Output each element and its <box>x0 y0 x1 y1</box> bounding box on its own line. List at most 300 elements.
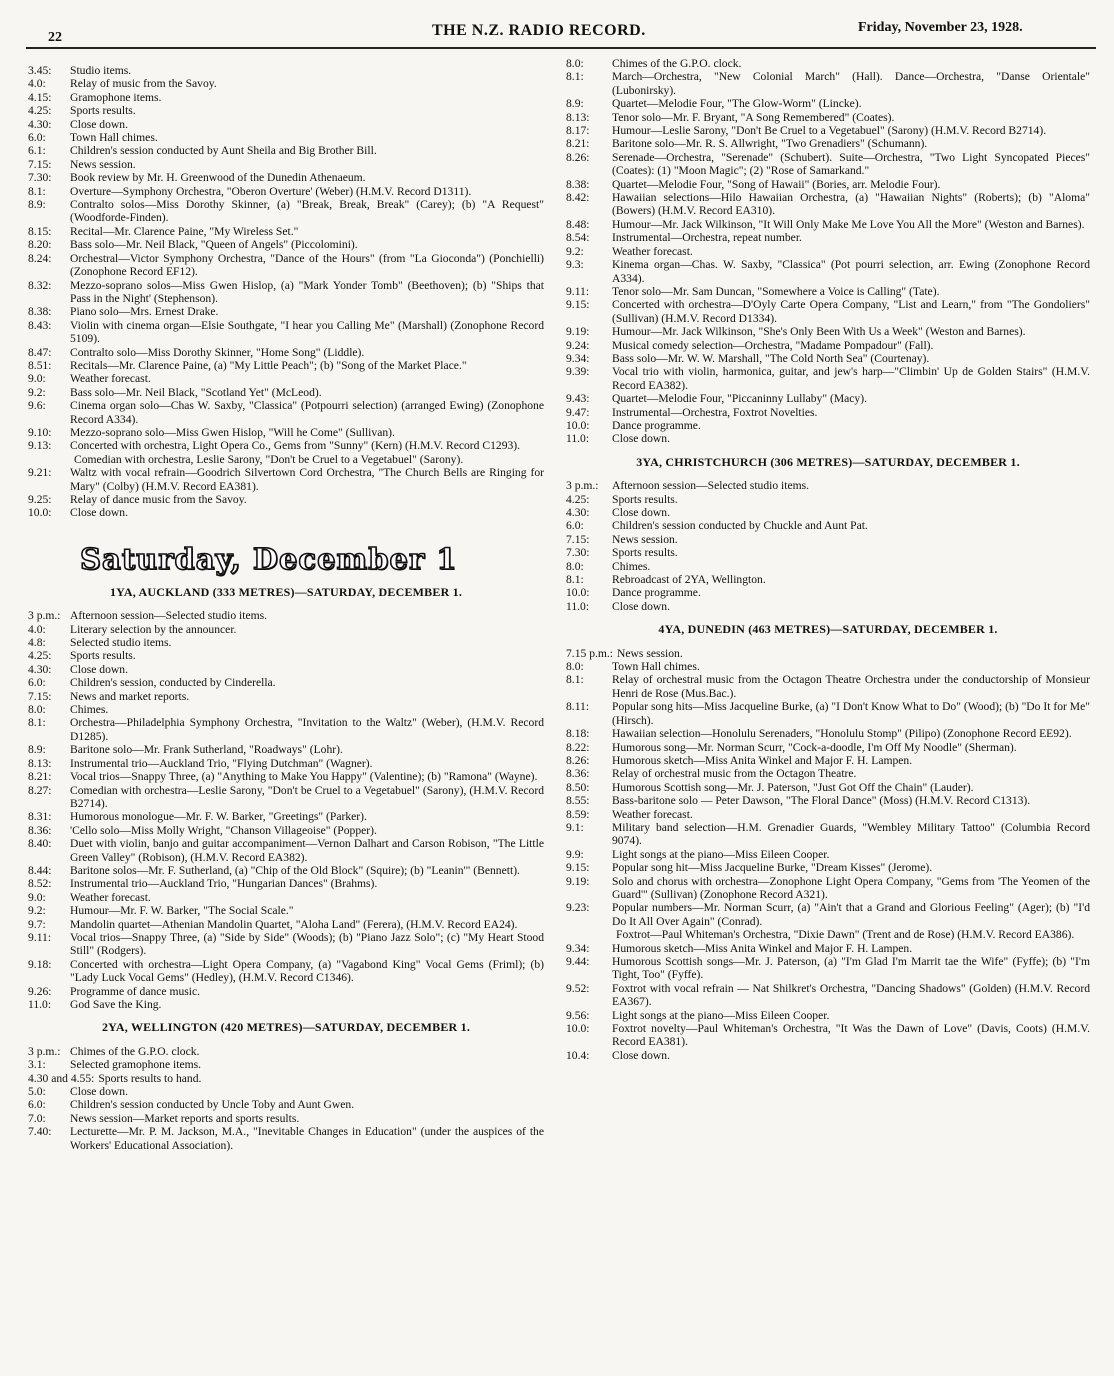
programme-time: 9.18: <box>28 957 52 971</box>
programme-item <box>566 928 1090 941</box>
programme-item <box>566 875 1090 902</box>
programme-text: Popular song hits—Miss Jacqueline Burke, (a) "I Don't Know What to Do" (Wood); (b) "Do It for Me" (Hirsch). <box>612 700 1090 727</box>
programme-time: 6.1: <box>28 144 46 158</box>
programme-time: 4.25: <box>28 649 52 663</box>
programme-item <box>28 998 544 1011</box>
programme-time: 8.0: <box>28 703 46 717</box>
programme-item <box>566 741 1090 754</box>
programme-item <box>566 794 1090 807</box>
programme-time: 3 p.m.: <box>28 609 61 623</box>
programme-item <box>566 600 1090 613</box>
programme-item <box>28 466 544 493</box>
programme-item <box>28 171 544 184</box>
programme-text: Overture—Symphony Orchestra, "Oberon Overture' (Weber) (H.M.V. Record D1311). <box>70 184 472 198</box>
programme-item <box>566 218 1090 231</box>
programme-time: 9.52: <box>566 981 590 995</box>
programme-time: 8.9: <box>566 97 584 111</box>
programme-time: 4.30: <box>28 117 52 131</box>
programme-time: 9.23: <box>566 901 590 915</box>
programme-time: 7.40: <box>28 1125 52 1139</box>
programme-text: Close down. <box>70 662 128 676</box>
programme-time: 8.0: <box>566 57 584 70</box>
programme-text: Contralto solos—Miss Dorothy Skinner, (a) "Break, Break, Break" (Carey); (b) "A Request" (Woodforde-Finden). <box>70 198 544 225</box>
programme-time: 8.36: <box>566 767 590 781</box>
programme-item <box>28 676 544 689</box>
programme-text: Foxtrot with vocal refrain — Nat Shilkret's Orchestra, "Dancing Shadows" (Golden) (H.M.V. Record EA367). <box>612 981 1090 1009</box>
programme-text: Duet with violin, banjo and guitar accompaniment—Vernon Dalhart and Carson Robison, "The Little Green Valley" (Robison), (H.M.V. Record EA382). <box>70 837 544 864</box>
programme-time: 8.43: <box>28 318 52 332</box>
programme-time: 8.40: <box>28 837 52 851</box>
programme-item <box>566 419 1090 432</box>
programme-item <box>566 560 1090 573</box>
programme-item <box>566 151 1090 178</box>
programme-item <box>566 245 1090 258</box>
programme-item <box>566 982 1090 1009</box>
programme-item <box>566 432 1090 445</box>
programme-item <box>28 426 544 439</box>
programme-time: 11.0: <box>28 998 52 1011</box>
programme-time: 3.1: <box>28 1058 46 1072</box>
programme-text: Close down. <box>70 506 128 520</box>
programme-text: Humorous sketch—Miss Anita Winkel and Major F. H. Lampen. <box>612 753 913 767</box>
programme-text: Kinema organ—Chas. W. Saxby, "Classica" (Pot pourri selection, arr. Ewing (Zonophone Record A334). <box>612 258 1090 285</box>
programme-time: 9.19: <box>566 325 590 339</box>
programme-text: Baritone solo—Mr. R. S. Allwright, "Two Grenadiers" (Schumann). <box>612 137 928 151</box>
programme-item <box>28 1085 544 1098</box>
programme-text: Piano solo—Mrs. Ernest Drake. <box>70 305 219 319</box>
programme-item <box>566 673 1090 700</box>
programme-item <box>28 958 544 985</box>
programme-text: Chimes. <box>70 703 109 717</box>
programme-text: Military band selection—H.M. Grenadier Guards, "Wembley Military Tattoo" (Columbia Record 9074). <box>612 820 1090 848</box>
programme-item <box>28 238 544 251</box>
programme-item <box>566 111 1090 124</box>
programme-time: 8.20: <box>28 238 52 252</box>
programme-text: Vocal trios—Snappy Three, (a) "Side by Side" (Woods); (b) "Piano Jazz Solo"; (c) "My Heart Stood Still" (Rodgers). <box>70 930 544 958</box>
programme-text: Concerted with orchestra—D'Oyly Carte Opera Company, "List and Learn," from "The Gondoliers" (Sullivan) (H.M.V. Record D1334). <box>612 298 1090 325</box>
programme-item <box>28 372 544 385</box>
programme-item <box>28 837 544 864</box>
programme-item <box>566 57 1090 70</box>
programme-item <box>28 1098 544 1111</box>
programme-text: Recital—Mr. Clarence Paine, "My Wireless Set." <box>70 224 299 238</box>
programme-text: Sports results. <box>612 546 678 560</box>
programme-time: 8.55: <box>566 794 590 808</box>
programme-item <box>28 716 544 743</box>
programme-time: 9.11: <box>566 284 590 298</box>
programme-text: Orchestra—Philadelphia Symphony Orchestra, "Invitation to the Waltz" (Weber), (H.M.V. Record D1285). <box>70 716 544 743</box>
programme-text: Dance programme. <box>612 586 701 600</box>
programme-text: Selected gramophone items. <box>70 1058 202 1072</box>
programme-item <box>28 506 544 519</box>
programme-time: 8.38: <box>566 177 590 191</box>
programme-item <box>28 185 544 198</box>
programme-time: 8.32: <box>28 278 52 292</box>
programme-time: 4.30: <box>566 506 590 519</box>
programme-time: 8.1: <box>28 716 46 730</box>
page-header <box>0 0 1114 48</box>
programme-text: Close down. <box>612 1048 670 1062</box>
programme-item <box>28 1045 544 1058</box>
programme-text: Instrumental—Orchestra, Foxtrot Novelties. <box>612 405 818 419</box>
programme-time: 6.0: <box>28 1098 46 1112</box>
programme-item <box>566 861 1090 874</box>
programme-text: Concerted with orchestra—Light Opera Company, (a) "Vagabond King" Vocal Gems (Friml); (b) "Lady Luck Vocal Gems" (Hedley), (H.M.V. Record C1346). <box>70 957 544 985</box>
programme-text: March—Orchestra, "New Colonial March" (Hall). Dance—Orchestra, "Danse Orientale" (Lubonirsky). <box>612 70 1090 97</box>
programme-text: Sports results. <box>612 492 678 506</box>
programme-time: 8.17: <box>566 124 590 138</box>
programme-text: Humorous song—Mr. Norman Scurr, "Cock-a-doodle, I'm Off My Noodle" (Sherman). <box>612 740 1017 754</box>
programme-time: 8.22: <box>566 740 590 754</box>
programme-text: News session—Market reports and sports results. <box>70 1111 300 1125</box>
programme-item <box>28 636 544 649</box>
programme-text: Afternoon session—Selected studio items. <box>70 609 268 623</box>
programme-text: Light songs at the piano—Miss Eileen Cooper. <box>612 1008 830 1022</box>
programme-item <box>28 703 544 716</box>
programme-text: Tenor solo—Mr. F. Bryant, "A Song Remembered" (Coates). <box>612 110 895 124</box>
programme-time: 8.42: <box>566 191 590 205</box>
programme-time: 10.0: <box>566 1022 590 1036</box>
programme-text: Afternoon session—Selected studio items. <box>612 479 810 493</box>
programme-item <box>566 365 1090 392</box>
programme-text: God Save the King. <box>70 998 162 1011</box>
programme-time: 8.13: <box>28 756 52 770</box>
programme-time: 9.21: <box>28 466 52 480</box>
dunedin-heading: 4YA, DUNEDIN (463 METRES)—SATURDAY, DECEMBER 1. <box>658 622 998 637</box>
programme-item <box>566 178 1090 191</box>
programme-item <box>566 325 1090 338</box>
programme-item <box>566 70 1090 97</box>
programme-item <box>28 770 544 783</box>
programme-item <box>28 359 544 372</box>
programme-time: 8.36: <box>28 823 52 837</box>
programme-item <box>566 519 1090 532</box>
programme-text: Comedian with orchestra, Leslie Sarony, "Don't be Cruel to a Vegetabuel" (Sarony). <box>74 452 464 466</box>
programme-item <box>28 891 544 904</box>
programme-text: Vocal trio with violin, harmonica, guitar, and jew's harp—"Climbin' Up de Golden Stairs" (H.M.V. Record EA382). <box>612 365 1090 392</box>
programme-item <box>28 77 544 90</box>
programme-time: 5.0: <box>28 1085 46 1099</box>
programme-text: Recitals—Mr. Clarence Paine, (a) "My Little Peach"; (b) "Song of the Market Place." <box>70 358 467 372</box>
programme-text: Hawaiian selections—Hilo Hawaiian Orchestra, (a) "Hawaiian Nights" (Roberts); (b) "Aloma" (Bowers) (H.M.V. Record EA310). <box>612 191 1090 218</box>
programme-text: Quartet—Melodie Four, "Piccaninny Lullaby" (Macy). <box>612 392 867 406</box>
programme-item <box>566 573 1090 586</box>
programme-text: Close down. <box>612 432 670 446</box>
programme-item <box>566 1022 1090 1049</box>
programme-time: 4.0: <box>28 77 46 91</box>
previous-programme-list <box>28 64 544 520</box>
programme-text: Dance programme. <box>612 418 701 432</box>
programme-time: 9.2: <box>28 385 46 399</box>
programme-time: 9.56: <box>566 1008 590 1022</box>
programme-time: 10.0: <box>566 586 590 600</box>
programme-time: 9.39: <box>566 365 590 379</box>
programme-item <box>566 298 1090 325</box>
programme-time: 8.24: <box>28 251 52 265</box>
programme-item <box>28 104 544 117</box>
programme-item <box>566 137 1090 150</box>
programme-item <box>28 904 544 917</box>
programme-item <box>28 279 544 306</box>
programme-time: 3 p.m.: <box>566 479 599 493</box>
programme-text: Studio items. <box>70 64 132 77</box>
programme-text: Humour—Mr. F. W. Barker, "The Social Scale." <box>70 904 294 918</box>
programme-item <box>28 1072 544 1085</box>
programme-item <box>28 386 544 399</box>
programme-text: Contralto solo—Miss Dorothy Skinner, "Home Song" (Liddle). <box>70 345 365 359</box>
programme-time: 10.0: <box>566 418 590 432</box>
programme-item <box>28 931 544 958</box>
programme-item <box>28 757 544 770</box>
programme-time: 9.0: <box>28 372 46 386</box>
programme-text: Mandolin quartet—Athenian Mandolin Quartet, "Aloha Land" (Ferera), (H.M.V. Record EA24). <box>70 917 518 931</box>
wellington-evening-programme <box>566 57 1090 446</box>
programme-item <box>28 91 544 104</box>
programme-item <box>566 1009 1090 1022</box>
programme-time: 8.51: <box>28 358 52 372</box>
programme-text: Baritone solos—Mr. F. Sutherland, (a) "Chip of the Old Block" (Squire); (b) "Leanin'" (Bennett). <box>70 863 520 877</box>
issue-date: Friday, November 23, 1928. <box>858 20 1023 35</box>
programme-item <box>566 533 1090 546</box>
programme-item <box>566 479 1090 492</box>
programme-time: 8.1: <box>28 184 46 198</box>
programme-item <box>28 623 544 636</box>
programme-text: Chimes. <box>612 559 651 573</box>
programme-item <box>566 821 1090 848</box>
programme-item <box>28 609 544 622</box>
programme-time: 8.47: <box>28 345 52 359</box>
programme-text: Humorous monologue—Mr. F. W. Barker, "Greetings" (Parker). <box>70 810 367 824</box>
programme-item <box>28 864 544 877</box>
programme-time: 9.47: <box>566 405 590 419</box>
programme-time: 9.25: <box>28 493 52 506</box>
programme-text: Baritone solo—Mr. Frank Sutherland, "Roadways" (Lohr). <box>70 743 343 757</box>
programme-text: Instrumental trio—Auckland Trio, "Flying Dutchman" (Wagner). <box>70 756 373 770</box>
programme-text: Vocal trios—Snappy Three, (a) "Anything to Make You Happy" (Valentine); (b) "Ramona" (Wayne). <box>70 770 538 784</box>
programme-text: Violin with cinema organ—Elsie Southgate, "I hear you Calling Me" (Marshall) (Zonophone Record 5109). <box>70 318 544 346</box>
wellington-programme <box>28 1045 544 1152</box>
programme-item <box>28 1058 544 1071</box>
programme-item <box>28 346 544 359</box>
programme-time: 11.0: <box>566 599 590 613</box>
left-column <box>28 64 544 1152</box>
programme-time: 10.4: <box>566 1048 590 1062</box>
programme-time: 8.11: <box>566 700 590 714</box>
programme-text: Cinema organ solo—Chas W. Saxby, "Classica" (Potpourri selection) (arranged Ewing) (Zonophone Record A334). <box>70 399 544 426</box>
programme-time: 8.50: <box>566 780 590 794</box>
programme-time: 7.15 p.m.: <box>566 646 614 660</box>
programme-time: 8.1: <box>566 70 584 84</box>
programme-item <box>566 493 1090 506</box>
programme-time: 4.15: <box>28 90 52 104</box>
programme-text: Children's session, conducted by Cinderella. <box>70 676 276 690</box>
programme-text: Close down. <box>612 506 670 519</box>
programme-text: Children's session conducted by Uncle Toby and Aunt Gwen. <box>70 1098 355 1112</box>
programme-text: Orchestral—Victor Symphony Orchestra, "Dance of the Hours" (from "La Gioconda") (Ponchielli) (Zonophone Record EF12). <box>70 251 544 279</box>
programme-text: Instrumental trio—Auckland Trio, "Hungarian Dances" (Brahms). <box>70 877 378 891</box>
programme-time: 9.7: <box>28 917 46 931</box>
programme-text: Humorous Scottish song—Mr. J. Paterson, "Just Got Off the Chain" (Lauder). <box>612 780 974 794</box>
programme-text: Waltz with vocal refrain—Goodrich Silvertown Cord Orchestra, "The Church Bells are Ringing for Mary" (Colby) (H.M.V. Record EA381). <box>70 466 544 493</box>
programme-text: Foxtrot—Paul Whiteman's Orchestra, "Dixie Dawn" (Trent and de Rose) (H.M.V. Record EA386). <box>616 928 1075 942</box>
programme-item <box>28 399 544 426</box>
programme-time: 8.9: <box>28 743 46 757</box>
programme-time: 4.25: <box>28 104 52 118</box>
programme-text: Programme of dance music. <box>70 984 201 998</box>
programme-text: Weather forecast. <box>70 890 151 904</box>
programme-time: 7.30: <box>28 171 52 185</box>
christchurch-heading: 3YA, CHRISTCHURCH (306 METRES)—SATURDAY, DECEMBER 1. <box>636 454 1020 469</box>
programme-text: Children's session conducted by Aunt Sheila and Big Brother Bill. <box>70 144 377 158</box>
programme-item <box>28 810 544 823</box>
programme-text: Close down. <box>70 1085 128 1099</box>
programme-item <box>28 252 544 279</box>
programme-time: 8.31: <box>28 810 52 824</box>
christchurch-programme <box>566 479 1090 613</box>
programme-time: 11.0: <box>566 432 590 446</box>
programme-item <box>28 743 544 756</box>
programme-time: 8.26: <box>566 753 590 767</box>
programme-item <box>566 1049 1090 1062</box>
programme-item <box>566 285 1090 298</box>
programme-item <box>28 118 544 131</box>
programme-time: 9.24: <box>566 338 590 352</box>
programme-text: Town Hall chimes. <box>70 131 158 145</box>
programme-time: 4.30: <box>28 662 52 676</box>
programme-text: Hawaiian selection—Honolulu Serenaders, "Honolulu Stomp" (Pilipo) (Zonophone Record EE92). <box>612 727 1072 741</box>
programme-time: 8.38: <box>28 305 52 319</box>
programme-item <box>566 767 1090 780</box>
programme-time: 4.0: <box>28 622 46 636</box>
programme-text: Mezzo-soprano solo—Miss Gwen Hislop, "Will he Come" (Sullivan). <box>70 425 395 439</box>
programme-text: Humour—Mr. Jack Wilkinson, "She's Only Been With Us a Week" (Weston and Barnes). <box>612 325 1026 339</box>
programme-time: 8.27: <box>28 783 52 797</box>
programme-text: Selected studio items. <box>70 636 172 650</box>
auckland-programme <box>28 609 544 1011</box>
programme-time: 9.0: <box>28 890 46 904</box>
programme-time: 9.15: <box>566 861 590 875</box>
programme-text: Bass-baritone solo — Peter Dawson, "The Floral Dance" (Moss) (H.M.V. Record C1313). <box>612 794 1031 808</box>
programme-text: Sports results. <box>70 649 136 663</box>
programme-item <box>566 781 1090 794</box>
programme-text: Lecturette—Mr. P. M. Jackson, M.A., "Inevitable Changes in Education" (under the auspices of the Workers' Educational Association). <box>70 1125 544 1152</box>
programme-text: Weather forecast. <box>612 244 693 258</box>
programme-text: Sports results. <box>70 104 136 118</box>
programme-time: 9.11: <box>28 930 52 944</box>
programme-item <box>28 649 544 662</box>
programme-time: 8.1: <box>566 673 584 687</box>
programme-text: News session. <box>612 532 678 546</box>
programme-item <box>28 493 544 506</box>
programme-time: 7.15: <box>566 532 590 546</box>
programme-time: 8.0: <box>566 660 584 674</box>
dunedin-programme <box>566 647 1090 1063</box>
programme-time: 8.44: <box>28 863 52 877</box>
programme-text: Light songs at the piano—Miss Eileen Cooper. <box>612 847 830 861</box>
day-heading: Saturday, December 1 <box>80 541 458 576</box>
programme-item <box>28 877 544 890</box>
page-number: 22 <box>48 30 62 45</box>
publication-title: THE N.Z. RADIO RECORD. <box>432 22 646 39</box>
programme-text: Relay of orchestral music from the Octagon Theatre. <box>612 767 857 781</box>
programme-text: Weather forecast. <box>612 807 693 821</box>
programme-time: 4.25: <box>566 492 590 506</box>
programme-text: Relay of dance music from the Savoy. <box>70 493 247 506</box>
programme-time: 4.8: <box>28 636 46 650</box>
programme-time: 8.9: <box>28 198 46 212</box>
right-column <box>566 57 1090 1062</box>
programme-text: Popular song hit—Miss Jacqueline Burke, "Dream Kisses" (Jerome). <box>612 861 933 875</box>
programme-item <box>28 305 544 318</box>
programme-time: 9.3: <box>566 258 584 272</box>
programme-text: News and market reports. <box>70 689 190 703</box>
programme-item <box>566 660 1090 673</box>
programme-item <box>28 453 544 466</box>
programme-text: News session. <box>70 157 136 171</box>
programme-text: Rebroadcast of 2YA, Wellington. <box>612 573 766 587</box>
programme-text: Popular numbers—Mr. Norman Scurr, (a) "Ain't that a Grand and Glorious Feeling" (Ager); (b) "I'd Do It All Over Again" (Conrad). <box>612 901 1090 928</box>
programme-time: 8.13: <box>566 110 590 124</box>
programme-time: 8.18: <box>566 727 590 741</box>
programme-item <box>28 784 544 811</box>
programme-item <box>566 339 1090 352</box>
programme-item <box>566 231 1090 244</box>
programme-item <box>566 352 1090 365</box>
programme-time: 9.2: <box>28 904 46 918</box>
programme-text: Humorous sketch—Miss Anita Winkel and Major F. H. Lampen. <box>612 941 913 955</box>
programme-item <box>566 124 1090 137</box>
programme-text: Literary selection by the announcer. <box>70 622 237 636</box>
programme-time: 7.15: <box>28 689 52 703</box>
programme-time: 8.59: <box>566 807 590 821</box>
programme-time: 4.30 and 4.55: <box>28 1071 95 1085</box>
programme-item <box>28 663 544 676</box>
programme-text: Town Hall chimes. <box>612 660 700 674</box>
programme-text: Close down. <box>70 117 128 131</box>
programme-time: 7.15: <box>28 157 52 171</box>
programme-time: 6.0: <box>28 131 46 145</box>
programme-text: Close down. <box>612 599 670 613</box>
programme-item <box>566 848 1090 861</box>
programme-text: Chimes of the G.P.O. clock. <box>612 57 742 70</box>
programme-item <box>566 700 1090 727</box>
programme-time: 9.10: <box>28 425 52 439</box>
programme-item <box>566 901 1090 928</box>
programme-text: Humorous Scottish songs—Mr. J. Paterson, (a) "I'm Glad I'm Marrit tae the Wife" (Fyffe); (b) "I'm Tight, Too" (Fyffe). <box>612 955 1090 982</box>
programme-item <box>28 1125 544 1152</box>
programme-item <box>566 191 1090 218</box>
programme-item <box>566 392 1090 405</box>
programme-time: 8.21: <box>28 770 52 784</box>
programme-text: Comedian with orchestra—Leslie Sarony, "Don't be Cruel to a Vegetabuel" (Sarony), (H.M.V. Record B2714). <box>70 783 544 810</box>
programme-time: 10.0: <box>28 506 52 520</box>
programme-item <box>28 144 544 157</box>
auckland-heading: 1YA, AUCKLAND (333 METRES)—SATURDAY, DECEMBER 1. <box>109 584 463 599</box>
programme-text: Sports results to hand. <box>98 1071 202 1085</box>
programme-time: 8.0: <box>566 559 584 573</box>
programme-time: 9.1: <box>566 820 584 834</box>
programme-item <box>28 918 544 931</box>
programme-item <box>566 808 1090 821</box>
programme-text: Relay of music from the Savoy. <box>70 77 217 91</box>
programme-text: Quartet—Melodie Four, "The Glow-Worm" (Lincke). <box>612 97 862 111</box>
programme-item <box>28 131 544 144</box>
programme-time: 6.0: <box>566 519 584 533</box>
programme-time: 9.15: <box>566 298 590 312</box>
programme-item <box>28 985 544 998</box>
programme-time <box>28 453 70 466</box>
programme-time: 6.0: <box>28 676 46 690</box>
